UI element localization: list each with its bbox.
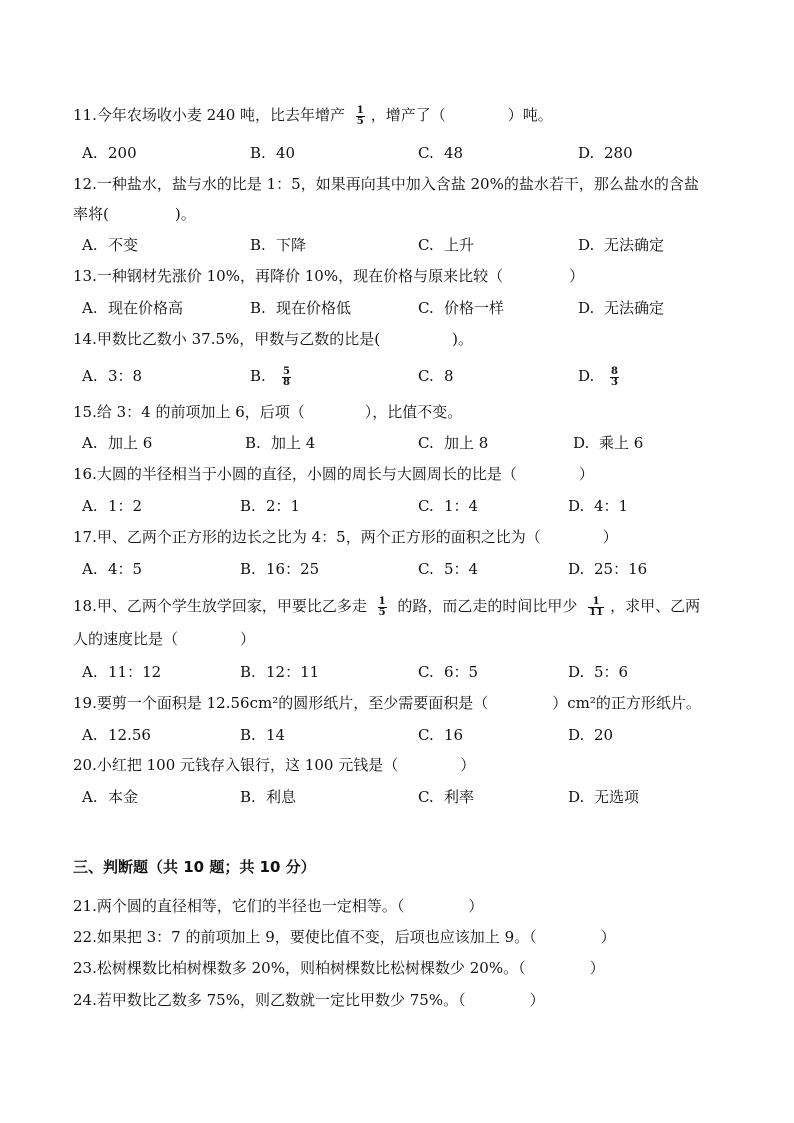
- question-18-cont: 人的速度比是（ ）: [73, 630, 256, 648]
- option-c[interactable]: C. 48: [418, 144, 464, 162]
- option-a[interactable]: A. 现在价格高: [82, 299, 184, 317]
- question-19: 19.要剪一个面积是 12.56cm²的圆形纸片，至少需要面积是（ ）cm²的正方形纸片。: [73, 694, 701, 712]
- option-b[interactable]: B. 16：25: [240, 560, 320, 578]
- option-d[interactable]: D. 4：1: [568, 497, 629, 515]
- option-a[interactable]: A. 4：5: [82, 560, 143, 578]
- question-18: 18.甲、乙两个学生放学回家，甲要比乙多走 $\frac{1}{5}$ 的路，而乙走的时间比甲少 $\frac{1}{11}$ ，求甲、乙两: [73, 595, 701, 618]
- option-c[interactable]: C. 16: [418, 726, 464, 744]
- option-a[interactable]: A. 11：12: [82, 663, 162, 681]
- option-c[interactable]: C. 加上 8: [418, 434, 489, 452]
- option-b[interactable]: B. 加上 4: [245, 434, 316, 452]
- section-title: 三、判断题（共 10 题；共 10 分）: [73, 858, 316, 876]
- option-c[interactable]: C. 上升: [418, 236, 475, 254]
- fraction: $\frac{5}{8}$: [283, 365, 290, 388]
- question-21: 21.两个圆的直径相等，它们的半径也一定相等。（ ）: [73, 897, 484, 915]
- question-13: 13.一种钢材先涨价 10%，再降价 10%，现在价格与原来比较（ ）: [73, 267, 585, 285]
- options-17: [0, 558, 794, 580]
- option-b[interactable]: B. 下降: [250, 236, 307, 254]
- question-12-cont: 率将( )。: [73, 205, 196, 223]
- option-c[interactable]: C. 6：5: [418, 663, 479, 681]
- question-11: 11.今年农场收小麦 240 吨，比去年增产 $\frac{1}{5}$ ，增产了（ ）吨。: [73, 104, 553, 127]
- question-17: 17.甲、乙两个正方形的边长之比为 4：5，两个正方形的面积之比为（ ）: [73, 528, 618, 546]
- option-a[interactable]: A. 不变: [82, 236, 139, 254]
- option-b[interactable]: B. 12：11: [240, 663, 320, 681]
- option-d[interactable]: D. $\frac{8}{3}$: [578, 365, 618, 388]
- question-14: 14.甲数比乙数小 37.5%，甲数与乙数的比是( )。: [73, 330, 473, 348]
- option-d[interactable]: D. 25：16: [568, 560, 648, 578]
- option-d[interactable]: D. 5：6: [568, 663, 629, 681]
- option-b[interactable]: B. 40: [250, 144, 296, 162]
- fraction: $\frac{1}{5}$: [378, 595, 386, 618]
- option-d[interactable]: D. 无法确定: [578, 236, 665, 254]
- question-16: 16.大圆的半径相当于小圆的直径，小圆的周长与大圆周长的比是（ ）: [73, 465, 594, 483]
- option-b[interactable]: B. $\frac{5}{8}$: [250, 365, 290, 388]
- fraction: $\frac{1}{5}$: [356, 104, 364, 127]
- options-19: [0, 724, 794, 746]
- option-d[interactable]: D. 无法确定: [578, 299, 665, 317]
- fraction: $\frac{8}{3}$: [611, 365, 618, 388]
- option-c[interactable]: C. 8: [418, 367, 454, 385]
- option-a[interactable]: A. 加上 6: [82, 434, 153, 452]
- options-13: [0, 297, 794, 319]
- question-22: 22.如果把 3：7 的前项加上 9，要使比值不变，后项也应该加上 9。（ ）: [73, 928, 616, 946]
- question-23: 23.松树棵数比柏树棵数多 20%，则柏树棵数比松树棵数少 20%。（ ）: [73, 959, 605, 977]
- options-11: [0, 142, 794, 164]
- options-12: [0, 234, 794, 256]
- option-d[interactable]: D. 无选项: [568, 788, 640, 806]
- option-b[interactable]: B. 2：1: [240, 497, 301, 515]
- options-18: [0, 661, 794, 683]
- options-20: [0, 786, 794, 808]
- question-12: 12.一种盐水，盐与水的比是 1：5，如果再向其中加入含盐 20%的盐水若干，那么盐水的含盐: [73, 175, 699, 193]
- option-b[interactable]: B. 14: [240, 726, 286, 744]
- option-a[interactable]: A. 本金: [82, 788, 139, 806]
- option-a[interactable]: A. 200: [82, 144, 137, 162]
- option-b[interactable]: B. 利息: [240, 788, 297, 806]
- option-c[interactable]: C. 5：4: [418, 560, 479, 578]
- option-a[interactable]: A. 3：8: [82, 367, 143, 385]
- fraction: $\frac{1}{11}$: [589, 595, 604, 618]
- options-14: [0, 365, 794, 387]
- option-c[interactable]: C. 价格一样: [418, 299, 505, 317]
- option-b[interactable]: B. 现在价格低: [250, 299, 352, 317]
- option-d[interactable]: D. 20: [568, 726, 614, 744]
- question-20: 20.小红把 100 元钱存入银行，这 100 元钱是（ ）: [73, 756, 476, 774]
- option-d[interactable]: D. 乘上 6: [573, 434, 644, 452]
- option-a[interactable]: A. 12.56: [82, 726, 151, 744]
- option-c[interactable]: C. 利率: [418, 788, 475, 806]
- option-d[interactable]: D. 280: [578, 144, 633, 162]
- question-24: 24.若甲数比乙数多 75%，则乙数就一定比甲数少 75%。（ ）: [73, 991, 545, 1009]
- option-c[interactable]: C. 1：4: [418, 497, 479, 515]
- option-a[interactable]: A. 1：2: [82, 497, 143, 515]
- question-15: 15.给 3：4 的前项加上 6，后项（ ），比值不变。: [73, 403, 463, 421]
- options-15: [0, 432, 794, 454]
- options-16: [0, 495, 794, 517]
